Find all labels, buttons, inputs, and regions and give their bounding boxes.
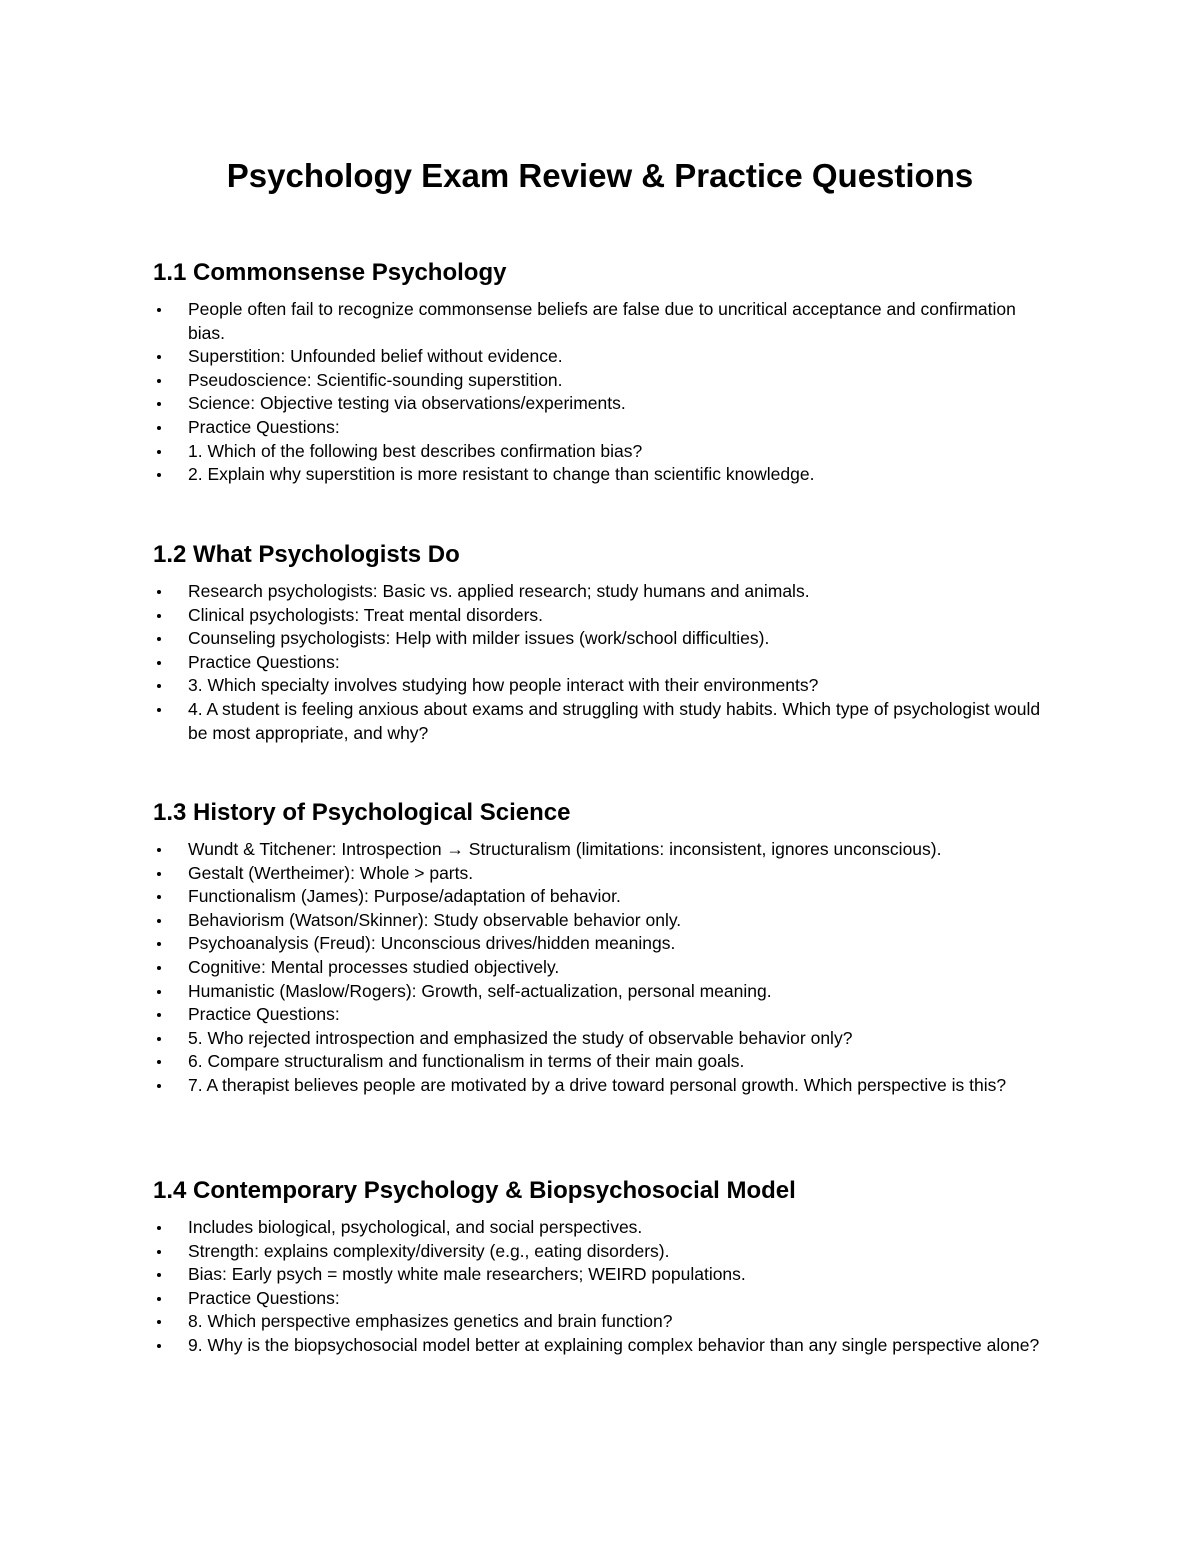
bullet-list	[153, 298, 1053, 487]
bullet-list	[153, 1216, 1053, 1358]
bullet-list	[153, 838, 1053, 1098]
list-item: Cognitive: Mental processes studied objectively.	[153, 956, 1053, 980]
section-history-of-psychological-science	[153, 796, 1053, 1098]
list-item: People often fail to recognize commonsense beliefs are false due to uncritical acceptance and confirmation bias.	[153, 298, 1053, 345]
list-item: Practice Questions:	[153, 1287, 1053, 1311]
list-item: 5. Who rejected introspection and emphasized the study of observable behavior only?	[153, 1027, 1053, 1051]
list-item: Functionalism (James): Purpose/adaptation of behavior.	[153, 885, 1053, 909]
section-contemporary-psychology	[153, 1174, 1053, 1358]
list-item: Humanistic (Maslow/Rogers): Growth, self-actualization, personal meaning.	[153, 980, 1053, 1004]
section-commonsense-psychology	[153, 256, 1053, 487]
list-item: Practice Questions:	[153, 651, 1053, 675]
list-item: Pseudoscience: Scientific-sounding superstition.	[153, 369, 1053, 393]
list-item: Behaviorism (Watson/Skinner): Study observable behavior only.	[153, 909, 1053, 933]
section-heading: 1.2 What Psychologists Do	[153, 541, 460, 568]
section-heading: 1.1 Commonsense Psychology	[153, 259, 507, 286]
list-item: Practice Questions:	[153, 1003, 1053, 1027]
list-item: Includes biological, psychological, and social perspectives.	[153, 1216, 1053, 1240]
list-item: Strength: explains complexity/diversity (e.g., eating disorders).	[153, 1240, 1053, 1264]
list-item: 9. Why is the biopsychosocial model better at explaining complex behavior than any single perspective alone?	[153, 1334, 1053, 1358]
bullet-list	[153, 580, 1053, 745]
list-item: Bias: Early psych = mostly white male researchers; WEIRD populations.	[153, 1263, 1053, 1287]
list-item: 1. Which of the following best describes confirmation bias?	[153, 440, 1053, 464]
list-item: 4. A student is feeling anxious about exams and struggling with study habits. Which type of psychologist would be most appropriate, and why?	[153, 698, 1053, 745]
list-item: 7. A therapist believes people are motivated by a drive toward personal growth. Which perspective is this?	[153, 1074, 1053, 1098]
list-item: 8. Which perspective emphasizes genetics and brain function?	[153, 1310, 1053, 1334]
section-heading: 1.3 History of Psychological Science	[153, 799, 571, 826]
list-item: Clinical psychologists: Treat mental disorders.	[153, 604, 1053, 628]
list-item: Science: Objective testing via observations/experiments.	[153, 392, 1053, 416]
list-item: Counseling psychologists: Help with milder issues (work/school difficulties).	[153, 627, 1053, 651]
list-item: Psychoanalysis (Freud): Unconscious drives/hidden meanings.	[153, 932, 1053, 956]
list-item: 3. Which specialty involves studying how people interact with their environments?	[153, 674, 1053, 698]
list-item: 2. Explain why superstition is more resistant to change than scientific knowledge.	[153, 463, 1053, 487]
list-item: Superstition: Unfounded belief without evidence.	[153, 345, 1053, 369]
list-item: Practice Questions:	[153, 416, 1053, 440]
list-item: Research psychologists: Basic vs. applied research; study humans and animals.	[153, 580, 1053, 604]
list-item: Gestalt (Wertheimer): Whole > parts.	[153, 862, 1053, 886]
section-heading: 1.4 Contemporary Psychology & Biopsychosocial Model	[153, 1177, 796, 1204]
list-item: Wundt & Titchener: Introspection → Structuralism (limitations: inconsistent, ignores unconscious).	[153, 838, 1053, 862]
list-item: 6. Compare structuralism and functionalism in terms of their main goals.	[153, 1050, 1053, 1074]
document-title: Psychology Exam Review & Practice Questions	[226, 157, 974, 194]
section-what-psychologists-do	[153, 538, 1053, 745]
